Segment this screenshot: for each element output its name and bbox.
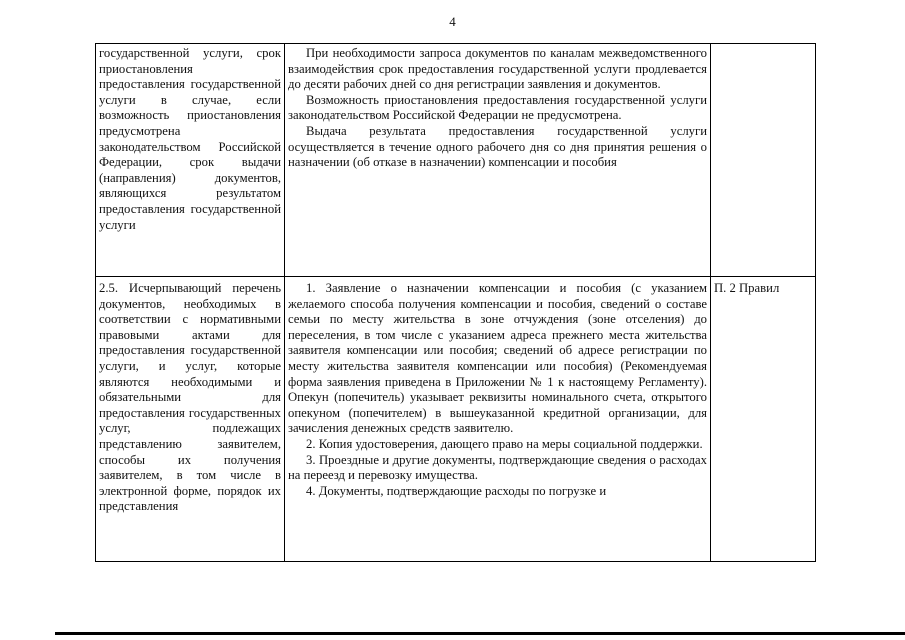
content-paragraph: 1. Заявление о назначении компенсации и пособия (с указанием желаемого способа получения компенсации и пособия, сведений о составе семьи по месту жительства в зоне отчуждения (зоне отселения) до переселения, в том числе с указанием адреса прежнего места жительства заявителя компенсации или пособия; сведений об адресе регистрации по месту жительства заявителя компенсации или пособия) (Рекомендуемая форма заявления приведена в Приложении № 1 к настоящему Регламенту). Опекун (попечитель) указывает реквизиты номинального счета, открытого опекуном (попечителем) в вышеуказанной кредитной организации, для зачисления денежных средств заявителю. [288,281,707,436]
legal-reference-cell: П. 2 Правил [711,277,816,562]
content-paragraph: Выдача результата предоставления государственной услуги осуществляется в течение одного рабочего дня со дня принятия решения о назначении (об отказе в назначении) компенсации и пособия [288,123,707,170]
service-parameter-cell: 2.5. Исчерпывающий перечень документов, необходимых в соответствии с нормативными правовыми актами для предоставления государственной услуги, и услуг, которые являются необходимыми и обязательными для предоставления государственных услуг, подлежащих представлению заявителем, способы их получения заявителем, в том числе в электронной форме, порядок их представления [96,277,285,562]
content-cell [285,44,711,277]
content-cell [285,277,711,562]
page-bottom-rule [55,632,905,635]
table-row [96,277,816,562]
content-paragraph: При необходимости запроса документов по каналам межведомственного взаимодействия срок предоставления государственной услуги продлевается до десяти рабочих дней со дня регистрации заявления и документов. [288,46,707,92]
page-number: 4 [449,14,456,29]
legal-reference-cell [711,44,816,277]
service-parameter-cell: государственной услуги, срок приостановления предоставления государственной услуги в случае, если возможность приостановления предусмотрена законодательством Российской Федерации, срок выдачи (направления) документов, являющихся результатом предоставления государственной услуги [96,44,285,277]
content-paragraph: 2. Копия удостоверения, дающего право на меры социальной поддержки. [306,436,703,451]
content-paragraph: Возможность приостановления предоставления государственной услуги законодательством Российской Федерации не предусмотрена. [288,92,707,123]
content-paragraph: 3. Проездные и другие документы, подтверждающие сведения о расходах на переезд и перевозку имущества. [288,452,707,483]
regulation-table [95,43,816,562]
table-row [96,44,816,277]
content-paragraph: 4. Документы, подтверждающие расходы по погрузке и [306,483,607,498]
